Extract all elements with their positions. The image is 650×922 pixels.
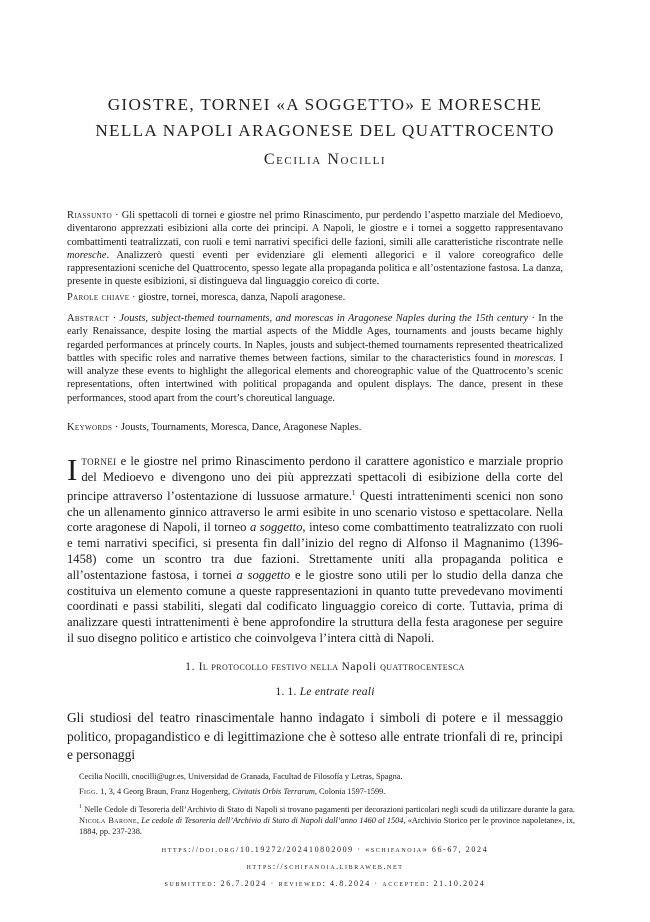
body1-text-b: Questi intrattenimenti scenici non sono che un allenamento ginnico attraverso le armi esibite in uno scenario vistoso e spettacolare. Nella corte aragonese di Napoli, il torneo: [67, 488, 563, 535]
abstract-sep: ·: [109, 313, 120, 324]
footer-doi[interactable]: https://doi.org/10.19272/202410802009 · «schifanoia» 66-67, 2024: [161, 845, 489, 854]
title-line-2: NELLA NAPOLI ARAGONESE DEL QUATTROCENTO: [95, 121, 555, 140]
footnote-1-text-a: Nelle Cedole di Tesoreria dell’Archivio di Stato di Napoli si trovano pagamenti per decorazioni particolari negli scudi da utilizzare durante la gara.: [82, 804, 575, 814]
footnote-1-number: 1: [79, 804, 82, 810]
keywords-text: · Jousts, Tournaments, Moresca, Dance, Aragonese Naples.: [112, 422, 362, 433]
footnote-1-author: Nicola Barone: [79, 815, 137, 825]
footnote-1-text-b: ,: [136, 815, 142, 825]
body1-text-d: e le giostre sono utili per lo studio della danza che costituiva un elemento comune a queste rappresentazioni in quanto tutte prevedevano movimenti coordinati e passi stabiliti, slegati dal codificato linguaggio coreico di corte. Tuttavia, prima di analizzare questi intrattenimenti è bene approfondire la struttura della festa aragonese per seguire il suo disegno politico e artistico che coinvolgeva l’intera città di Napoli.: [67, 567, 563, 645]
body-paragraph-1: [67, 454, 563, 647]
parole-chiave-label: Parole chiave: [67, 292, 130, 303]
section-text-sc2: quattrocentesca: [376, 661, 465, 673]
subsection-number: 1. 1.: [275, 685, 300, 698]
body1-italic-2: a soggetto: [236, 567, 291, 582]
footnote-1-italic: Le cedole di Tesoreria dell’Archivio di Stato di Napoli dall’anno 1460 al 1504: [141, 815, 404, 825]
figs-label: Figg.: [79, 787, 99, 796]
title-line-1: GIOSTRE, TORNEI «A SOGGETTO» E MORESCHE: [107, 95, 543, 114]
section-text-normal: Napoli: [341, 661, 377, 673]
author-name: Cecilia Nocilli: [263, 151, 387, 168]
abstract-text-a: · In the early Renaissance, despite losing the martial aspects of the Middle Ages, tournaments and jousts became highly regarded performances at princely courts. In Naples, jousts and subject-themed tournaments represented theatricalized battles with specific roles and narrative themes between factions, similar to the characteristics found in: [67, 313, 564, 364]
riassunto-italic: moresche: [67, 249, 107, 261]
abstract-italic: morescas: [514, 352, 554, 364]
riassunto-text-b: . Analizzerò questi eventi per evidenziare gli elementi allegorici e il valore coreografico delle rappresentazioni sceniche del Quattrocento, spesso legate alla propaganda politica e all’ostentazione fastosa. La danza, presente in queste esibizioni, si distingueva dal linguaggio coreico di corte.: [67, 249, 563, 288]
body-paragraph-2: Gli studiosi del teatro rinascimentale hanno indagato i simboli di potere e il messaggio politico, propagandistico e di legittimazione che è sotteso alle entrate trionfali di re, principi e personaggi: [67, 710, 563, 762]
keywords-block: [67, 421, 563, 434]
drop-cap: I: [67, 452, 78, 487]
riassunto-block: [67, 209, 563, 289]
section-text-sc: Il protocollo festivo nella: [198, 661, 342, 673]
figs-text: 1, 3, 4 Georg Braun, Franz Hogenberg,: [98, 787, 233, 796]
parole-chiave-text: · giostre, tornei, moresca, danza, Napoli aragonese.: [129, 292, 346, 303]
footer-dates: submitted: 26.7.2024 · reviewed: 4.8.2024 · accepted: 21.10.2024: [164, 879, 486, 888]
riassunto-text-a: · Gli spettacoli di tornei e giostre nel primo Rinascimento, pur perdendo l’aspetto marziale del Medioevo, diventarono apprezzati esibizioni alla corte dei principi. A Napoli, le giostre e i tornei a soggetto rappresentavano combattimenti teatralizzati, con ruoli e temi narrativi specifici delle fazioni, simili alle caratteristiche riscontrate nelle: [67, 210, 563, 248]
footer-url[interactable]: https://schifanoia.libraweb.net: [246, 862, 404, 871]
abstract-label: Abstract: [67, 313, 110, 324]
affiliation-note: Cecilia Nocilli, cnocilli@ugr.es, Universidad de Granada, Facultad de Filosofía y Letras, Spagna.: [79, 772, 403, 781]
lead-small-caps: tornei: [81, 454, 117, 468]
abstract-text-b: . I will analyze these events to highlight the allegorical elements and choreographic value of the Quattrocento’s scenic representations, often intertwined with political propaganda and opulent displays. The dance, present in these performances, stood apart from the court’s choreutical language.: [67, 352, 563, 404]
article-title: [40, 92, 610, 144]
figs-italic: Civitatis Orbis Terrarum: [232, 787, 315, 796]
footnote-1: [67, 802, 575, 837]
keywords-label: Keywords: [67, 422, 113, 433]
section-number: 1.: [185, 661, 199, 673]
subsection-heading: [40, 685, 610, 698]
body1-text-a: e le giostre nel primo Rinascimento perdono il carattere agonistico e marziale proprio del Medioevo e divengono uno dei più apprezzati spettacoli di esibizione della corte del principe attraverso l’ostentazione di lussuose armature.: [67, 454, 563, 503]
parole-chiave-block: [67, 291, 563, 304]
section-heading: [40, 661, 610, 673]
footnote-1-text-c: , «Archivio Storico per le province napoletane», ix, 1884, pp. 237-238.: [79, 815, 575, 836]
abstract-block: [67, 312, 563, 405]
footnote-ref-1[interactable]: 1: [351, 488, 356, 497]
body1-text-c: , inteso come combattimento teatralizzato con ruoli e temi narrativi specifici, si presenta fin dall’inizio del regno di Alfonso il Magnanimo (1396-1458) come un scontro tra due fazioni. Strettamente uniti alla propaganda politica e all’ostentazione fastosa, i tornei: [67, 520, 563, 582]
body1-italic-1: a soggetto: [249, 520, 303, 535]
riassunto-label: Riassunto: [67, 210, 113, 221]
abstract-title: Jousts, subject-themed tournaments, and morescas in Aragonese Naples during the 15th century: [119, 313, 529, 324]
subsection-title: Le entrate reali: [299, 685, 375, 698]
figures-note: [67, 786, 575, 797]
figs-end: , Colonia 1597-1599.: [314, 787, 386, 796]
